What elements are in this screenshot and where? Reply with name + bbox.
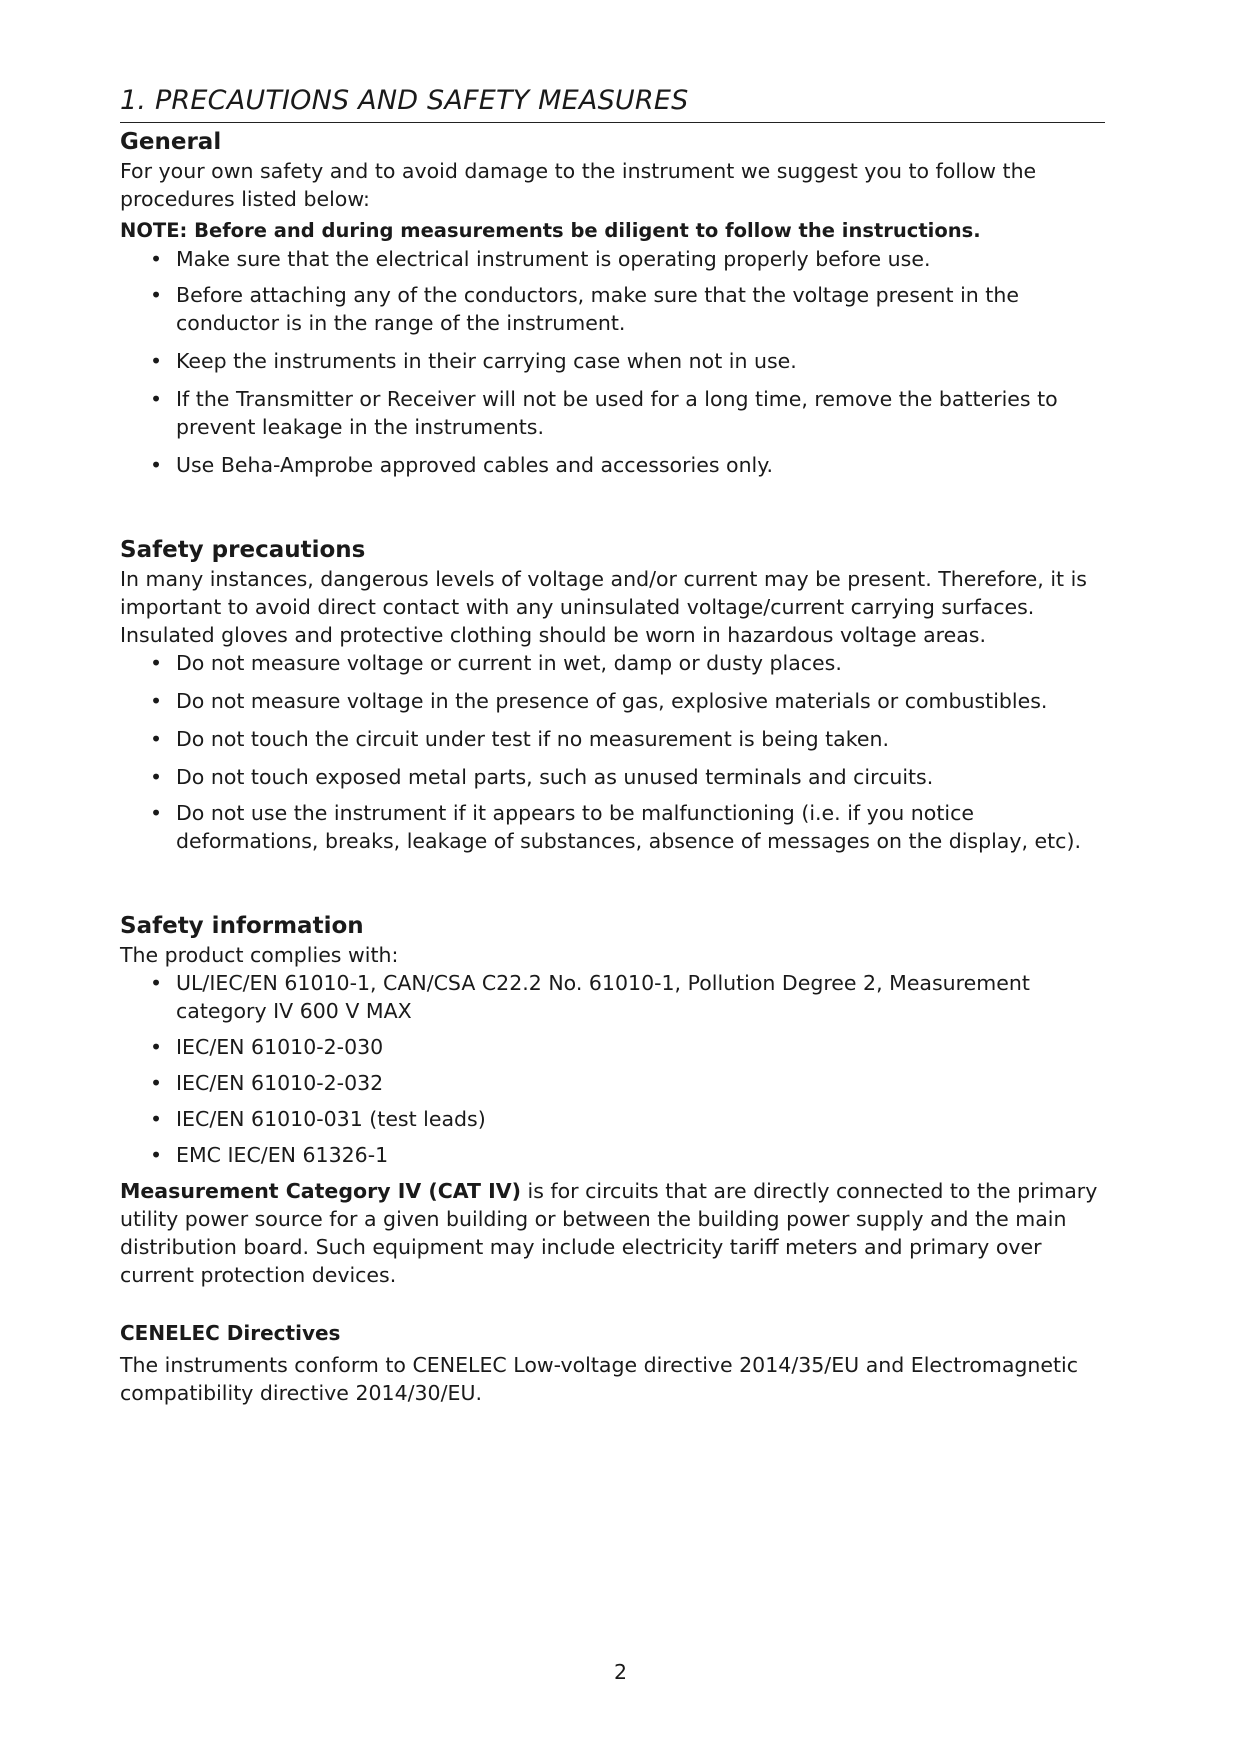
list-item — [120, 1141, 1105, 1169]
safety-precautions-list — [120, 649, 1105, 855]
general-intro: For your own safety and to avoid damage to the instrument we suggest you to follow the procedures listed below: — [120, 159, 1037, 211]
safety-information-heading: Safety information — [120, 913, 364, 939]
list-item — [120, 799, 1105, 855]
list-item — [120, 1105, 1105, 1133]
section-title: 1. PRECAUTIONS AND SAFETY MEASURES — [120, 84, 1105, 123]
list-item — [120, 969, 1105, 1025]
general-list — [120, 245, 1105, 479]
bullet-icon: • — [150, 283, 163, 307]
cat-iv-description: is for circuits that are directly connected to the primary utility power source for a given building or between the building power supply and the main distribution board. Such equipment may include electricity tariff meters and primary over current protection devices. — [120, 1179, 1098, 1287]
list-item-text: Do not touch the circuit under test if no measurement is being taken. — [176, 727, 889, 751]
bullet-icon: • — [150, 651, 163, 675]
general-heading: General — [120, 129, 222, 155]
list-item-text: Do not measure voltage or current in wet, damp or dusty places. — [176, 651, 842, 675]
list-item-text: Use Beha-Amprobe approved cables and accessories only. — [176, 453, 773, 477]
cat-iv-term: Measurement Category IV (CAT IV) — [120, 1179, 521, 1203]
bullet-icon: • — [150, 453, 163, 477]
bullet-icon: • — [150, 971, 163, 995]
bullet-icon: • — [150, 1107, 163, 1131]
bullet-icon: • — [150, 1035, 163, 1059]
bullet-icon: • — [150, 727, 163, 751]
page-number: 2 — [613, 1660, 628, 1684]
list-item — [120, 687, 1105, 715]
safety-precautions-intro: In many instances, dangerous levels of voltage and/or current may be present. Therefore, it is important to avoid direct contact with any uninsulated voltage/current carrying surfaces. Insulated gloves and protective clothing should be worn in hazardous voltage areas. — [120, 567, 1087, 647]
list-item — [120, 385, 1105, 441]
list-item-text: IEC/EN 61010-2-030 — [176, 1035, 384, 1059]
general-section — [120, 127, 1105, 479]
list-item-text: If the Transmitter or Receiver will not be used for a long time, remove the batteries to prevent leakage in the instruments. — [176, 387, 1058, 439]
list-item-text: Before attaching any of the conductors, make sure that the voltage present in the conductor is in the range of the instrument. — [176, 283, 1019, 335]
list-item — [120, 347, 1105, 375]
list-item — [120, 451, 1105, 479]
bullet-icon: • — [150, 765, 163, 789]
list-item-text: Make sure that the electrical instrument is operating properly before use. — [176, 247, 931, 271]
cat-iv-paragraph — [120, 1177, 1105, 1289]
cenelec-section — [120, 1319, 1105, 1407]
bullet-icon: • — [150, 801, 163, 825]
safety-precautions-section — [120, 535, 1105, 855]
list-item — [120, 245, 1105, 273]
bullet-icon: • — [150, 689, 163, 713]
bullet-icon: • — [150, 1143, 163, 1167]
general-note: NOTE: Before and during measurements be diligent to follow the instructions. — [120, 219, 981, 242]
list-item-text: Keep the instruments in their carrying case when not in use. — [176, 349, 797, 373]
document-page — [120, 84, 1105, 1407]
list-item-text: IEC/EN 61010-2-032 — [176, 1071, 384, 1095]
list-item — [120, 649, 1105, 677]
list-item-text: UL/IEC/EN 61010-1, CAN/CSA C22.2 No. 61010-1, Pollution Degree 2, Measurement category IV 600 V MAX — [176, 971, 1030, 1023]
list-item — [120, 281, 1105, 337]
list-item-text: Do not use the instrument if it appears to be malfunctioning (i.e. if you notice deformations, breaks, leakage of substances, absence of messages on the display, etc). — [176, 801, 1081, 853]
bullet-icon: • — [150, 1071, 163, 1095]
list-item — [120, 763, 1105, 791]
bullet-icon: • — [150, 349, 163, 373]
list-item-text: Do not measure voltage in the presence of gas, explosive materials or combustibles. — [176, 689, 1048, 713]
bullet-icon: • — [150, 247, 163, 271]
safety-precautions-heading: Safety precautions — [120, 537, 366, 563]
list-item — [120, 725, 1105, 753]
list-item — [120, 1033, 1105, 1061]
cenelec-heading: CENELEC Directives — [120, 1321, 341, 1345]
safety-information-list — [120, 969, 1105, 1169]
list-item — [120, 1069, 1105, 1097]
safety-information-intro: The product complies with: — [120, 943, 399, 967]
cenelec-text: The instruments conform to CENELEC Low-voltage directive 2014/35/EU and Electromagnetic compatibility directive 2014/30/EU. — [120, 1353, 1079, 1405]
list-item-text: EMC IEC/EN 61326-1 — [176, 1143, 389, 1167]
list-item-text: IEC/EN 61010-031 (test leads) — [176, 1107, 486, 1131]
list-item-text: Do not touch exposed metal parts, such as unused terminals and circuits. — [176, 765, 934, 789]
safety-information-section — [120, 911, 1105, 1289]
bullet-icon: • — [150, 387, 163, 411]
